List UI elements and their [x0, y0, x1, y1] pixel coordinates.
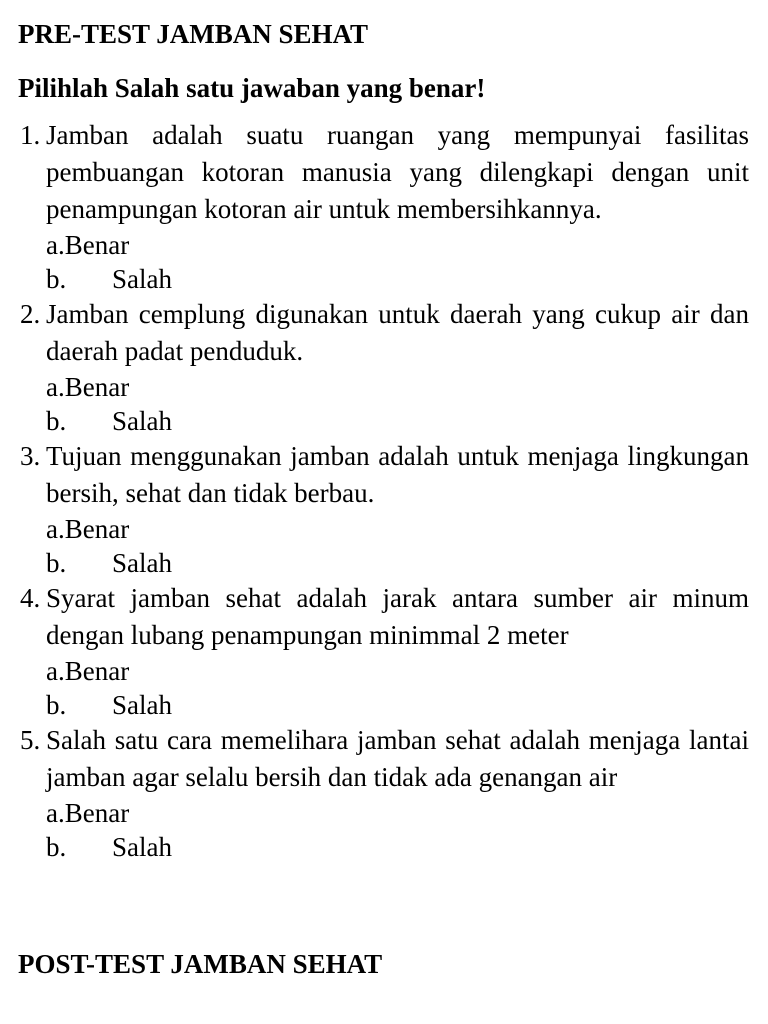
question-text: Tujuan menggunakan jamban adalah untuk menjaga lingkungan bersih, sehat dan tidak berbau. [46, 441, 749, 508]
option-b [46, 830, 768, 864]
option-a: a.Benar [46, 372, 130, 402]
question-text: Jamban cemplung digunakan untuk daerah yang cukup air dan daerah padat penduduk. [46, 299, 749, 366]
option-b [46, 262, 768, 296]
option-b [46, 688, 768, 722]
option-b-letter: b. [46, 832, 67, 862]
option-b-text: Salah [112, 832, 172, 862]
question-number: 3. [20, 441, 41, 471]
question-list [0, 117, 768, 864]
option-b-letter: b. [46, 264, 67, 294]
option-b-letter: b. [46, 690, 67, 720]
option-b-letter: b. [46, 406, 67, 436]
question-number: 4. [20, 583, 41, 613]
question-item [0, 438, 768, 580]
question-text: Jamban adalah suatu ruangan yang mempunyai fasilitas pembuangan kotoran manusia yang dilengkapi dengan unit penampungan kotoran air untuk membersihkannya. [46, 120, 749, 224]
question-text: Syarat jamban sehat adalah jarak antara sumber air minum dengan lubang penampungan minimmal 2 meter [46, 583, 749, 650]
question-number: 2. [20, 299, 41, 329]
option-b-text: Salah [112, 264, 172, 294]
question-item [0, 722, 768, 864]
question-number: 5. [20, 725, 41, 755]
option-b [46, 404, 768, 438]
option-b-text: Salah [112, 548, 172, 578]
option-b-letter: b. [46, 548, 67, 578]
option-b [46, 546, 768, 580]
option-a: a.Benar [46, 514, 130, 544]
post-test-title: POST-TEST JAMBAN SEHAT [18, 949, 383, 979]
option-a: a.Benar [46, 230, 130, 260]
question-item [0, 117, 768, 296]
question-text: Salah satu cara memelihara jamban sehat adalah menjaga lantai jamban agar selalu bersih dan tidak ada genangan air [46, 725, 749, 792]
question-number: 1. [20, 120, 41, 150]
option-b-text: Salah [112, 690, 172, 720]
option-b-text: Salah [112, 406, 172, 436]
option-a: a.Benar [46, 656, 130, 686]
instruction-text: Pilihlah Salah satu jawaban yang benar! [18, 73, 486, 103]
option-a: a.Benar [46, 798, 130, 828]
question-item [0, 296, 768, 438]
question-item [0, 580, 768, 722]
page-title: PRE-TEST JAMBAN SEHAT [18, 19, 369, 49]
